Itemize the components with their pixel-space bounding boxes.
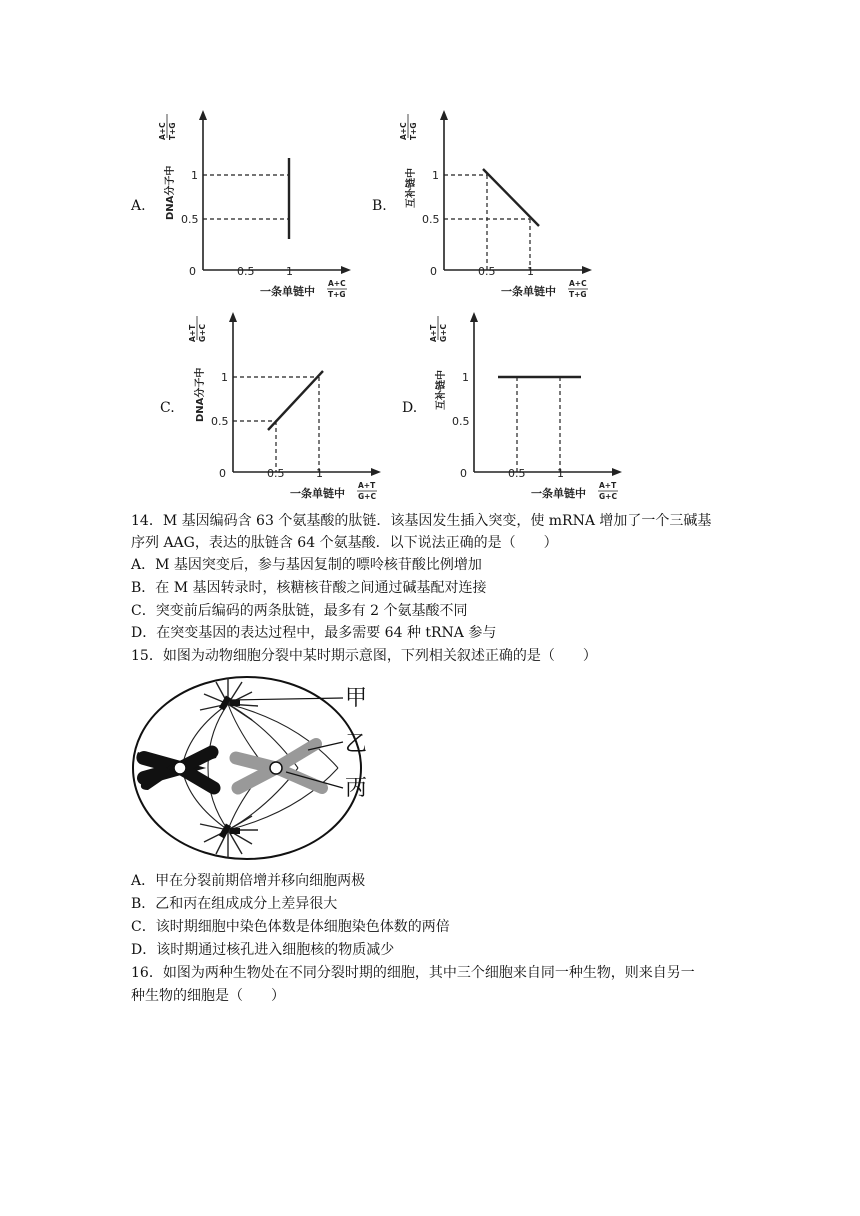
q15-option-d: D．该时期通过核孔进入细胞核的物质减少 <box>131 942 395 958</box>
tick-0: 0 <box>460 467 467 480</box>
label-jia: 甲 <box>345 686 368 711</box>
x-label: 一条单链中 <box>260 285 315 298</box>
option-b-label: B. <box>372 198 387 214</box>
tick-x-0.5: 0.5 <box>267 467 285 480</box>
tick-0.5: 0.5 <box>422 213 440 226</box>
y-frac-bot: T+G <box>168 122 177 140</box>
cell-division-figure <box>128 672 378 866</box>
x-label: 一条单链中 <box>290 487 345 500</box>
x-frac-bot: T+G <box>328 290 346 299</box>
x-frac-top: A+C <box>328 279 346 288</box>
tick-x-0.5: 0.5 <box>237 265 255 278</box>
x-frac-bot: G+C <box>599 492 617 501</box>
q14-stem-line1: 14．M 基因编码含 63 个氨基酸的肽链．该基因发生插入突变，使 mRNA 增加了一个三碱基 <box>131 513 712 529</box>
q15-stem: 15．如图为动物细胞分裂中某时期示意图，下列相关叙述正确的是（ ） <box>131 648 597 664</box>
y-label: 互补链中 <box>436 370 447 410</box>
tick-x-1: 1 <box>316 467 323 480</box>
y-label: 互补链中 <box>406 168 417 208</box>
y-frac-top: A+T <box>188 324 197 342</box>
q16-stem-line2: 种生物的细胞是（ ） <box>131 988 285 1004</box>
tick-1: 1 <box>191 169 198 182</box>
tick-0.5: 0.5 <box>452 415 470 428</box>
tick-0: 0 <box>430 265 437 278</box>
x-label: 一条单链中 <box>531 487 586 500</box>
graph-b-line <box>483 169 539 226</box>
q15-option-a: A．甲在分裂前期倍增并移向细胞两极 <box>131 873 366 889</box>
tick-1: 1 <box>432 169 439 182</box>
x-frac-top: A+T <box>358 481 376 490</box>
tick-0: 0 <box>219 467 226 480</box>
centromere-right <box>270 762 282 774</box>
tick-x-1: 1 <box>557 467 564 480</box>
x-frac-top: A+T <box>599 481 617 490</box>
tick-x-1: 1 <box>286 265 293 278</box>
tick-0: 0 <box>189 265 196 278</box>
centromere-left <box>174 762 186 774</box>
q15-option-c: C．该时期细胞中染色体数是体细胞染色体数的两倍 <box>131 919 450 935</box>
graph-b <box>396 108 596 308</box>
q14-option-c: C．突变前后编码的两条肽链，最多有 2 个氨基酸不同 <box>131 603 468 619</box>
option-d-label: D. <box>402 400 418 416</box>
y-frac-top: A+T <box>429 324 438 342</box>
tick-0.5: 0.5 <box>181 213 199 226</box>
tick-0.5: 0.5 <box>211 415 229 428</box>
tick-x-1: 1 <box>527 265 534 278</box>
q14-option-b: B．在 M 基因转录时，核糖核苷酸之间通过碱基配对连接 <box>131 580 487 596</box>
q14-stem-line2: 序列 AAG，表达的肽链含 64 个氨基酸．以下说法正确的是（ ） <box>131 535 558 551</box>
y-frac-top: A+C <box>158 122 167 140</box>
centriole-top-2 <box>230 700 240 706</box>
y-frac-bot: T+G <box>409 122 418 140</box>
q14-option-d: D．在突变基因的表达过程中，最多需要 64 种 tRNA 参与 <box>131 625 497 641</box>
y-frac-top: A+C <box>399 122 408 140</box>
x-frac-bot: G+C <box>358 492 376 501</box>
q14-option-a: A．M 基因突变后，参与基因复制的嘌呤核苷酸比例增加 <box>131 557 482 573</box>
q16-stem-line1: 16．如图为两种生物处在不同分裂时期的细胞，其中三个细胞来自同一种生物，则来自另一 <box>131 965 695 981</box>
y-label: DNA分子中 <box>165 165 176 220</box>
tick-x-0.5: 0.5 <box>508 467 526 480</box>
centriole-bottom-2 <box>230 828 240 834</box>
y-label: DNA分子中 <box>195 367 206 422</box>
label-bing: 丙 <box>345 776 368 801</box>
q15-option-b: B．乙和丙在组成成分上差异很大 <box>131 896 338 912</box>
aster-bottom <box>200 816 258 858</box>
graph-a <box>155 108 355 308</box>
y-frac-bot: G+C <box>198 324 207 342</box>
y-frac-bot: G+C <box>439 324 448 342</box>
x-label: 一条单链中 <box>501 285 556 298</box>
label-yi: 乙 <box>345 732 368 757</box>
option-c-label: C. <box>160 400 175 416</box>
tick-1: 1 <box>462 371 469 384</box>
tick-x-0.5: 0.5 <box>478 265 496 278</box>
graph-c <box>185 310 385 510</box>
graph-d <box>426 310 626 510</box>
x-frac-top: A+C <box>569 279 587 288</box>
graph-c-line <box>268 371 323 430</box>
tick-1: 1 <box>221 371 228 384</box>
x-frac-bot: T+G <box>569 290 587 299</box>
option-a-label: A. <box>131 198 146 214</box>
